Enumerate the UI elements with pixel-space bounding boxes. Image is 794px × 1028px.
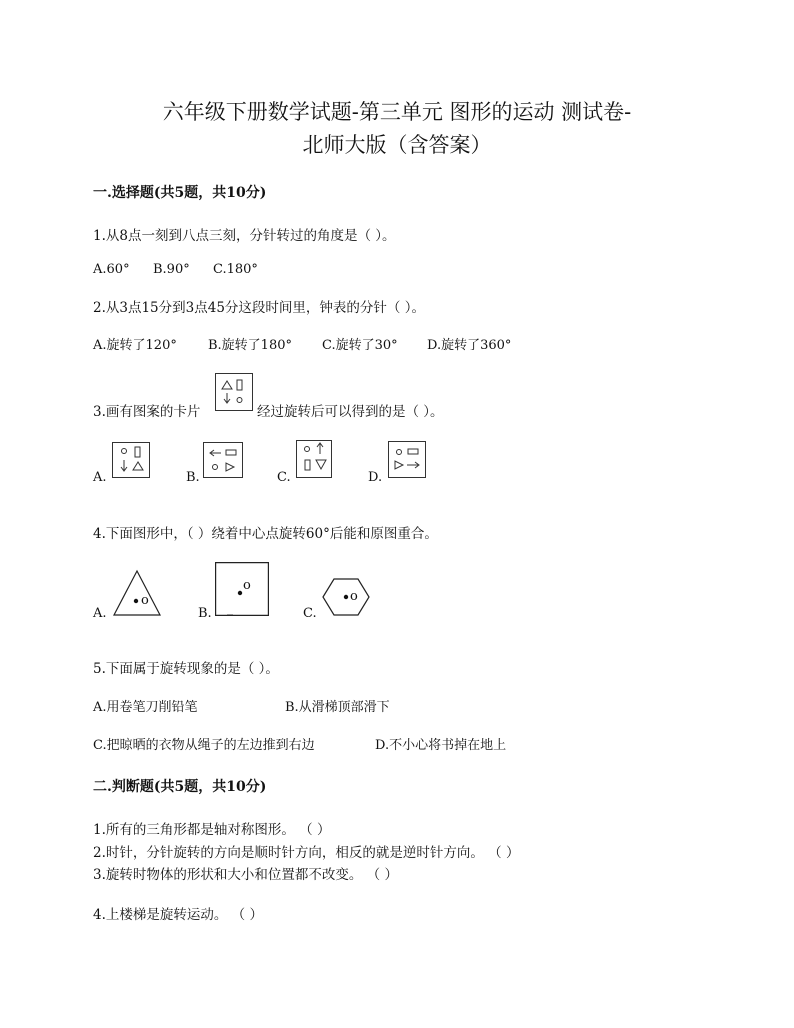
q3-option-d-label: D. bbox=[368, 470, 383, 485]
q2-option-d: D.旋转了360° bbox=[427, 338, 512, 353]
q2-option-b: B.旋转了180° bbox=[208, 338, 292, 353]
question-1: 1.从8点一刻到八点三刻，分针转过的角度是（ ）。 bbox=[93, 228, 396, 244]
section-heading-judgment: 二.判断题(共5题，共10分) bbox=[93, 779, 267, 795]
q5-option-a: A.用卷笔刀削铅笔 bbox=[93, 700, 198, 715]
q1-option-c: C.180° bbox=[213, 262, 258, 277]
judgment-item-2: 2.时针，分针旋转的方向是顺时针方向，相反的就是逆时针方向。 （ ） bbox=[93, 845, 520, 861]
judgment-item-1: 1.所有的三角形都是轴对称图形。 （ ） bbox=[93, 822, 331, 838]
q4-option-a-triangle bbox=[113, 570, 161, 616]
q1-option-b: B.90° bbox=[153, 262, 190, 277]
q4-option-c-label: C. bbox=[303, 606, 317, 621]
q3-option-a-label: A. bbox=[93, 470, 107, 485]
section-heading-choice: 一.选择题(共5题，共10分) bbox=[93, 185, 267, 201]
page-title-line2: 北师大版（含答案） bbox=[302, 133, 492, 157]
q5-option-d: D.不小心将书掉在地上 bbox=[375, 738, 507, 753]
card-original-figure bbox=[215, 373, 253, 411]
judgment-item-4: 4.上楼梯是旋转运动。 （ ） bbox=[93, 907, 263, 923]
q4-option-a-label: A. bbox=[93, 606, 107, 621]
q3-option-d-figure bbox=[388, 441, 426, 478]
question-3-part2: 经过旋转后可以得到的是（ ）。 bbox=[257, 404, 444, 420]
question-2: 2.从3点15分到3点45分这段时间里，钟表的分针（ ）。 bbox=[93, 300, 425, 316]
q3-option-c-label: C. bbox=[277, 470, 291, 485]
question-3-part1: 3.画有图案的卡片 bbox=[93, 404, 201, 420]
judgment-item-3: 3.旋转时物体的形状和大小和位置都不改变。 （ ） bbox=[93, 867, 398, 883]
question-5: 5.下面属于旋转现象的是（ ）。 bbox=[93, 661, 279, 677]
q2-option-c: C.旋转了30° bbox=[322, 338, 398, 353]
q3-option-c-figure bbox=[296, 440, 332, 478]
question-4: 4.下面图形中，（ ）绕着中心点旋转60°后能和原图重合。 bbox=[93, 526, 438, 542]
q4-option-b-mark: o bbox=[243, 578, 251, 593]
q1-option-a: A.60° bbox=[93, 262, 130, 277]
q4-option-c-mark: o bbox=[350, 589, 358, 604]
q5-option-c: C.把晾晒的衣物从绳子的左边推到右边 bbox=[93, 738, 315, 753]
q3-option-b-figure bbox=[203, 442, 243, 478]
page-title-line1: 六年级下册数学试题-第三单元 图形的运动 测试卷- bbox=[162, 100, 632, 124]
q5-option-b: B.从滑梯顶部滑下 bbox=[285, 700, 390, 715]
q4-option-a-mark: o bbox=[141, 593, 149, 608]
q2-option-a: A.旋转了120° bbox=[93, 338, 177, 353]
q3-option-b-label: B. bbox=[186, 470, 200, 485]
q4-option-c-hexagon bbox=[322, 578, 370, 616]
q4-option-b-label: B. bbox=[198, 606, 212, 621]
q4-option-b-square bbox=[215, 562, 269, 616]
q3-option-a-figure bbox=[112, 442, 150, 478]
